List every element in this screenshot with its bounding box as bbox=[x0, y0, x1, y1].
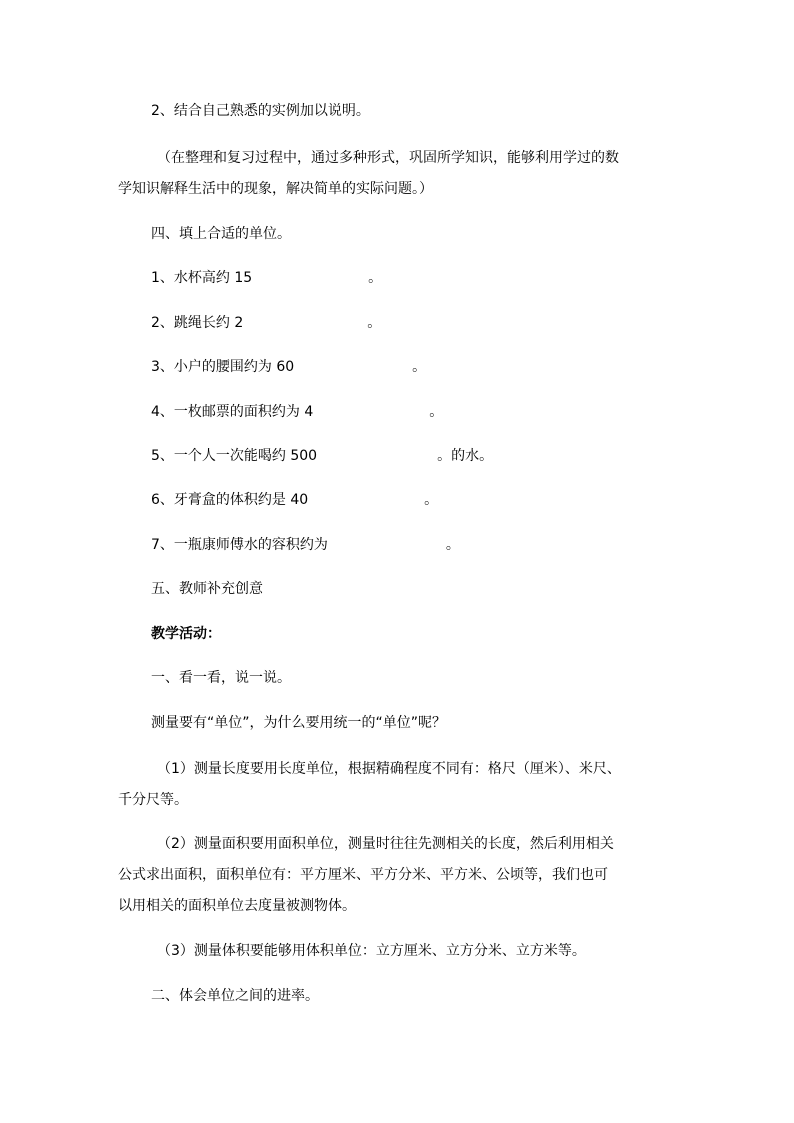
point-2-line-3: 以用相关的面积单位去度量被测物体。 bbox=[118, 898, 356, 914]
fill-blank-4 bbox=[313, 402, 429, 416]
fill-item-3-text: 3、小户的腰围约为 60 bbox=[151, 359, 295, 375]
point-3: （3）测量体积要能够用体积单位：立方厘米、立方分米、立方米等。 bbox=[157, 943, 586, 959]
fill-item-7-end: 。 bbox=[445, 537, 460, 553]
measurement-question: 测量要有“单位”，为什么要用统一的“单位”呢？ bbox=[151, 715, 447, 731]
section-4-heading: 四、填上合适的单位。 bbox=[151, 226, 291, 242]
review-note-line-2: 学知识解释生活中的现象，解决简单的实际问题。） bbox=[118, 181, 433, 197]
fill-item-2 bbox=[151, 313, 381, 333]
point-1-line-1: （1）测量长度要用长度单位，根据精确程度不同有：格尺（厘米）、米尺、 bbox=[157, 761, 621, 777]
fill-blank-6 bbox=[308, 490, 424, 504]
review-item-2: 2、结合自己熟悉的实例加以说明。 bbox=[151, 103, 370, 119]
fill-blank-5 bbox=[317, 446, 437, 460]
fill-item-3 bbox=[151, 357, 426, 377]
fill-item-2-text: 2、跳绳长约 2 bbox=[151, 315, 244, 331]
fill-blank-2 bbox=[243, 313, 367, 327]
fill-item-5-end: 。的水。 bbox=[437, 448, 494, 464]
point-1-line-2: 千分尺等。 bbox=[118, 792, 188, 808]
review-note-line-1: （在整理和复习过程中，通过多种形式，巩固所学知识，能够利用学过的数 bbox=[157, 150, 619, 166]
point-2-line-2: 公式求出面积，面积单位有：平方厘米、平方分米、平方米、公顷等，我们也可 bbox=[118, 867, 608, 883]
fill-item-4-text: 4、一枚邮票的面积约为 4 bbox=[151, 404, 314, 420]
fill-item-1-text: 1、水杯高约 15 bbox=[151, 270, 253, 286]
section-5-heading: 五、教师补充创意 bbox=[151, 581, 263, 597]
point-2-line-1: （2）测量面积要用面积单位，测量时往往先测相关的长度，然后利用相关 bbox=[157, 836, 614, 852]
activities-title: 教学活动： bbox=[151, 626, 221, 642]
fill-blank-3 bbox=[294, 357, 412, 371]
fill-item-7 bbox=[151, 535, 460, 555]
part-2-heading: 二、体会单位之间的进率。 bbox=[151, 988, 319, 1004]
fill-item-2-end: 。 bbox=[367, 315, 382, 331]
fill-item-6-end: 。 bbox=[424, 492, 439, 508]
fill-item-6-text: 6、牙膏盒的体积约是 40 bbox=[151, 492, 309, 508]
fill-blank-1 bbox=[252, 268, 368, 282]
fill-item-3-end: 。 bbox=[412, 359, 427, 375]
fill-item-4-end: 。 bbox=[429, 404, 444, 420]
fill-item-1-end: 。 bbox=[368, 270, 383, 286]
fill-item-4 bbox=[151, 402, 443, 422]
fill-item-7-text: 7、一瓶康师傅水的容积约为 bbox=[151, 537, 328, 553]
fill-blank-7 bbox=[328, 535, 446, 549]
part-1-heading: 一、看一看，说一说。 bbox=[151, 670, 291, 686]
fill-item-5 bbox=[151, 446, 493, 466]
fill-item-5-text: 5、一个人一次能喝约 500 bbox=[151, 448, 318, 464]
fill-item-6 bbox=[151, 490, 438, 510]
fill-item-1 bbox=[151, 268, 382, 288]
